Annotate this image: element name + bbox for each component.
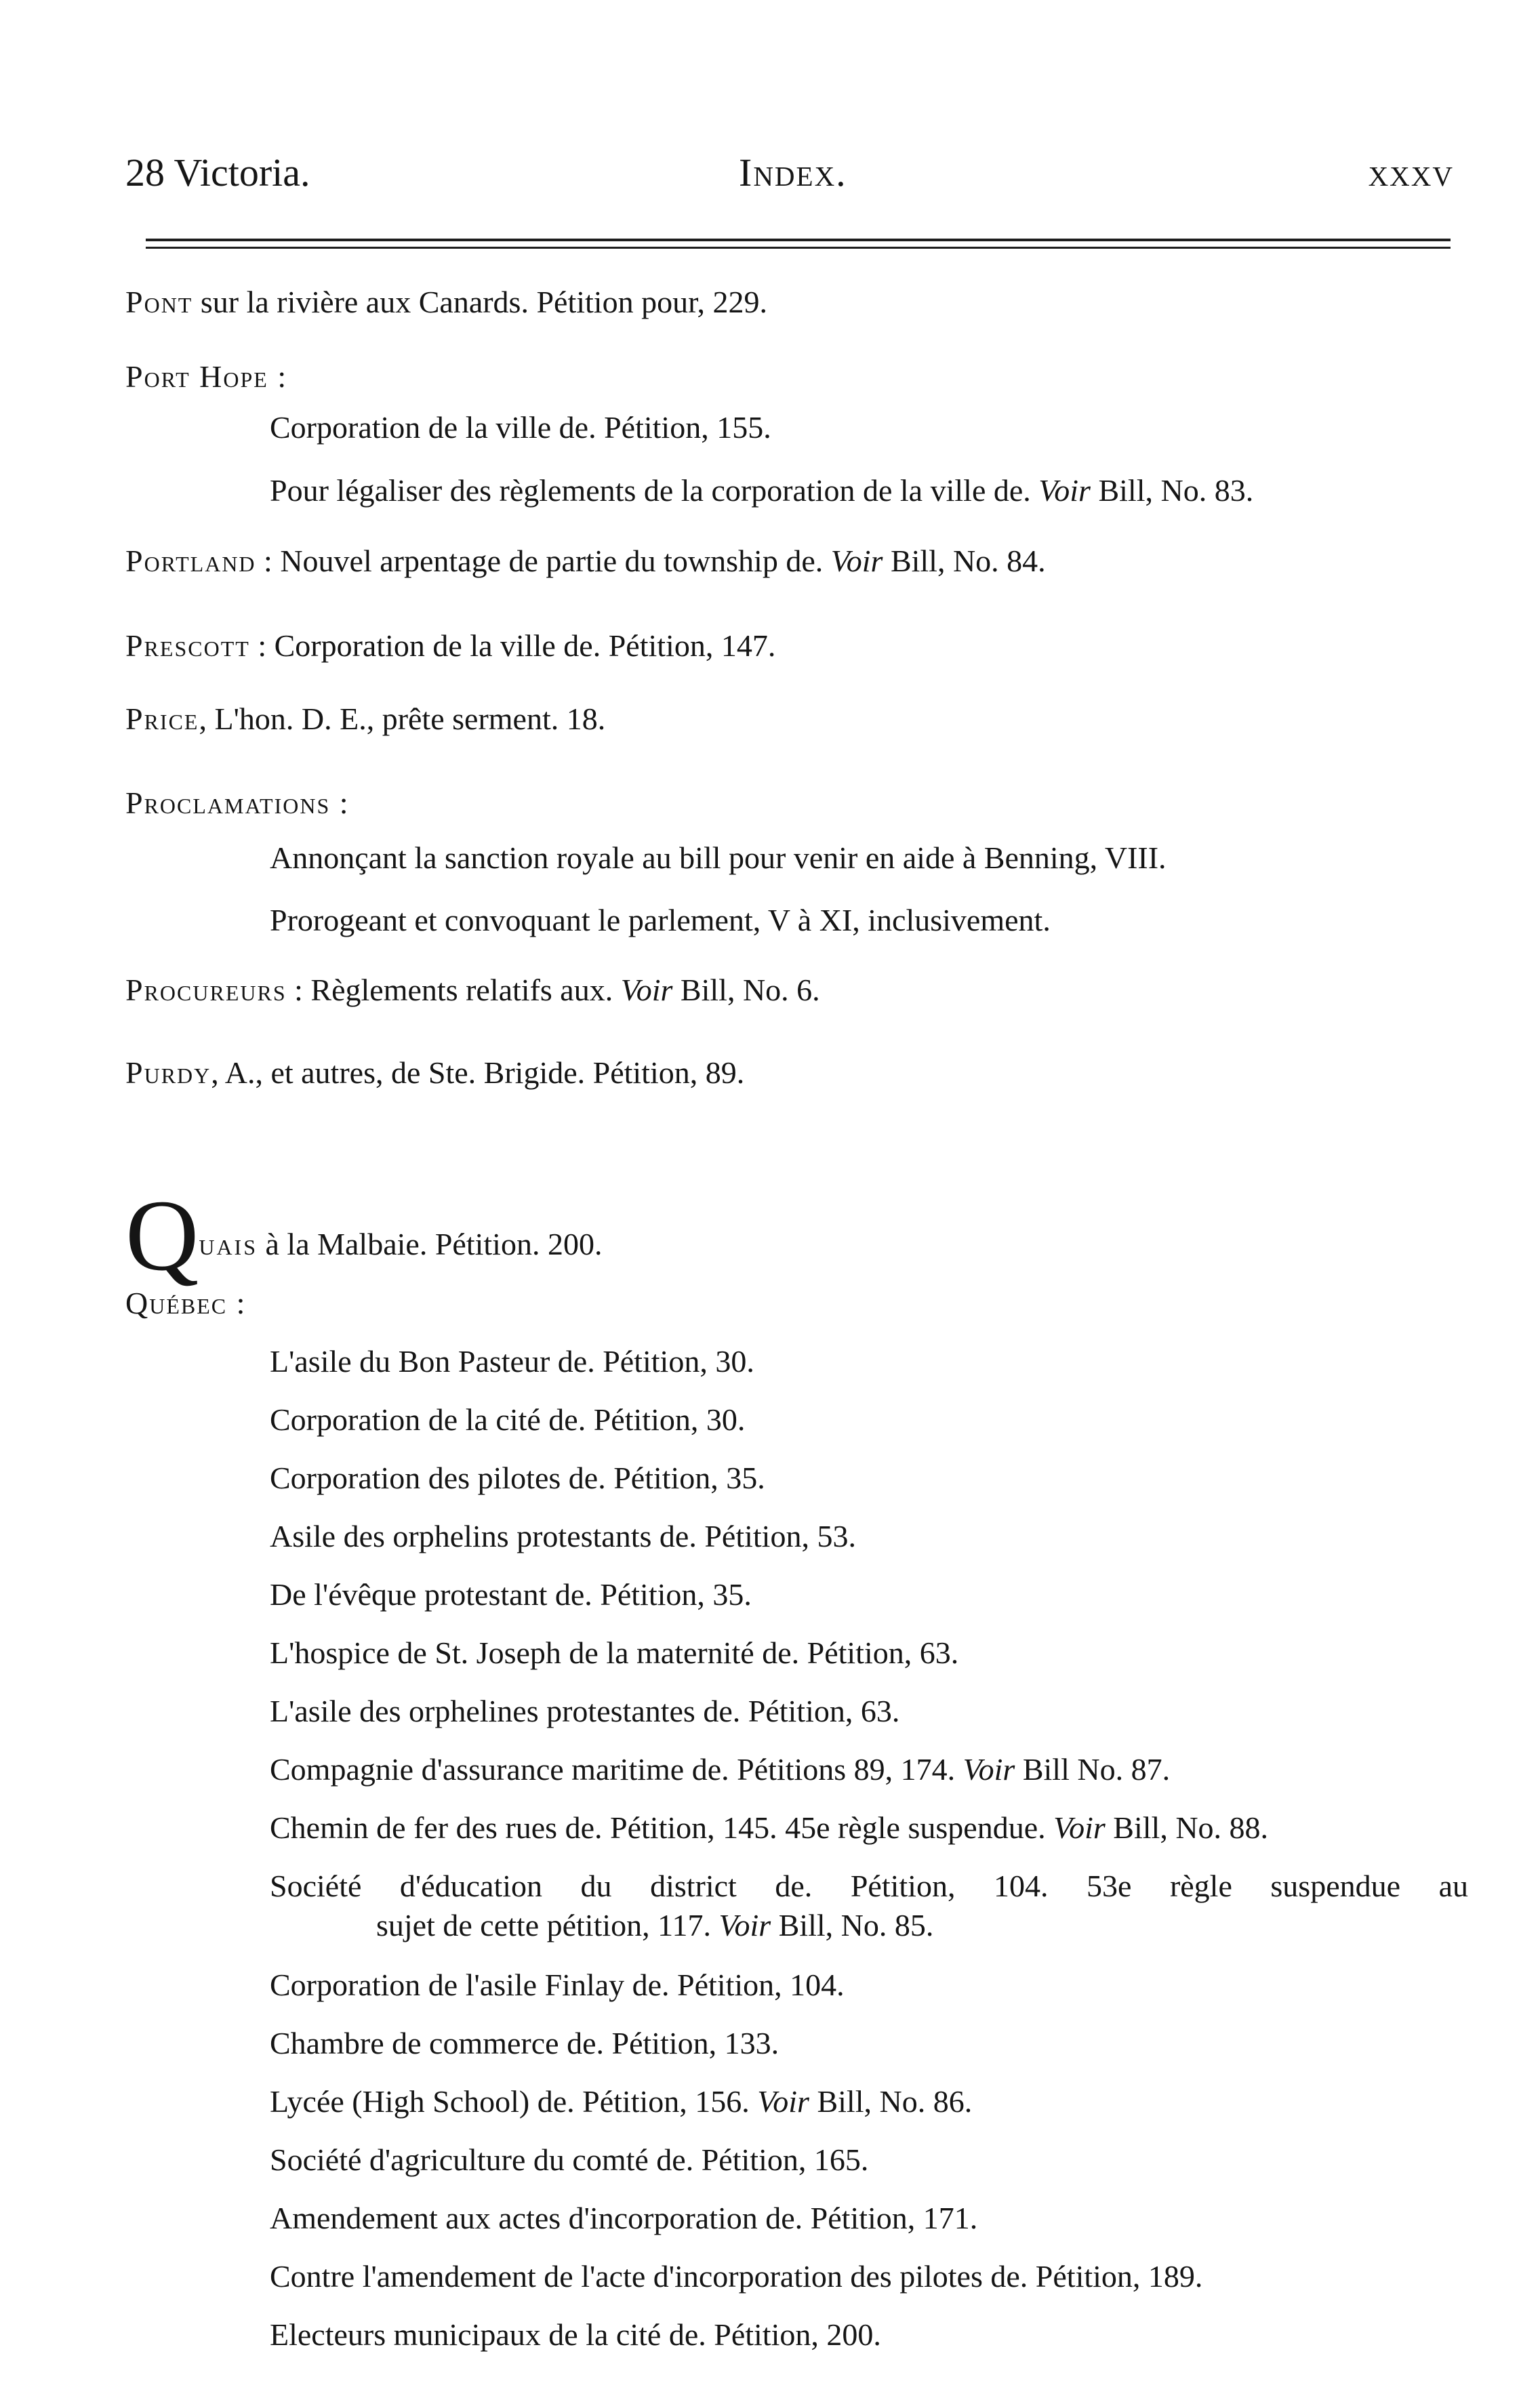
subentry xyxy=(270,1518,856,1555)
entry-quais xyxy=(125,1179,603,1292)
subentry-text: De l'évêque protestant de. Pétition, 35. xyxy=(270,1577,752,1612)
voir-reference: Voir xyxy=(1053,1810,1106,1845)
voir-reference: Voir xyxy=(718,1908,771,1942)
subentry xyxy=(270,2024,779,2062)
subentry xyxy=(270,1692,899,1730)
entry-text: : Nouvel arpentage de partie du township de. xyxy=(256,544,831,578)
subentry xyxy=(270,1401,745,1439)
subentry xyxy=(270,1867,1468,1905)
subentry xyxy=(270,1809,1268,1847)
entry-text: : Corporation de la ville de. Pétition, 147. xyxy=(249,628,776,663)
entry-text: Bill, No. 6. xyxy=(672,973,820,1007)
entry-prescott xyxy=(125,627,775,665)
subentry-text: L'asile des orphelines protestantes de. Pétition, 63. xyxy=(270,1694,900,1728)
entry-text: : Règlements relatifs aux. xyxy=(286,973,621,1007)
subentry-text: Corporation de la ville de. Pétition, 155. xyxy=(270,410,771,445)
entry-text: Bill, No. 84. xyxy=(883,544,1046,578)
subentry xyxy=(270,839,1167,877)
subentry xyxy=(270,472,1253,510)
subentry xyxy=(270,2083,972,2121)
subentry-text: Corporation de la cité de. Pétition, 30. xyxy=(270,1402,746,1437)
entry-heading: Pont xyxy=(125,285,193,319)
entry-quebec xyxy=(125,1284,246,1322)
subentry xyxy=(270,2258,1202,2296)
subentry xyxy=(270,901,1051,939)
entry-text: sur la rivière aux Canards. Pétition pour, 229. xyxy=(192,285,768,319)
drop-cap: Q xyxy=(125,1179,199,1292)
subentry-text: Bill, No. 85. xyxy=(771,1908,934,1942)
entry-heading: Port Hope : xyxy=(125,359,288,394)
subentry-text: Corporation des pilotes de. Pétition, 35. xyxy=(270,1461,765,1495)
header-page-number: xxxv xyxy=(1368,150,1454,195)
entry-heading: Procureurs xyxy=(125,973,287,1007)
subentry xyxy=(270,1634,958,1672)
entry-purdy xyxy=(125,1054,744,1092)
subentry-text: Amendement aux actes d'incorporation de. Pétition, 171. xyxy=(270,2201,978,2235)
subentry xyxy=(270,2316,881,2354)
subentry xyxy=(270,2141,868,2179)
entry-heading: Price xyxy=(125,701,199,736)
subentry-text: L'asile du Bon Pasteur de. Pétition, 30. xyxy=(270,1344,754,1379)
running-header xyxy=(125,146,1454,200)
subentry-text: Prorogeant et convoquant le parlement, V à XI, inclusivement. xyxy=(270,903,1051,937)
subentry-text: sujet de cette pétition, 117. xyxy=(376,1908,719,1942)
subentry-text: Annonçant la sanction royale au bill pour venir en aide à Benning, VIII. xyxy=(270,840,1167,875)
voir-reference: Voir xyxy=(963,1752,1015,1787)
entry-heading: Purdy xyxy=(125,1055,211,1090)
entry-text: , A., et autres, de Ste. Brigide. Pétition, 89. xyxy=(211,1055,745,1090)
subentry-text: Société d'agriculture du comté de. Pétition, 165. xyxy=(270,2142,869,2177)
subentry xyxy=(270,1576,752,1614)
header-volume: 28 Victoria. xyxy=(125,150,310,195)
header-rule-bottom xyxy=(146,247,1451,249)
entry-price xyxy=(125,700,605,738)
subentry-text: Corporation de l'asile Finlay de. Pétition, 104. xyxy=(270,1968,845,2002)
entry-heading: uais xyxy=(199,1227,258,1261)
subentry-text: Bill, No. 83. xyxy=(1090,473,1254,508)
subentry-text: Pour légaliser des règlements de la corporation de la ville de. xyxy=(270,473,1039,508)
entry-heading: Prescott xyxy=(125,628,250,663)
entry-heading: Portland xyxy=(125,544,256,578)
subentry-text: Compagnie d'assurance maritime de. Pétitions 89, 174. xyxy=(270,1752,963,1787)
voir-reference: Voir xyxy=(620,973,673,1007)
subentry xyxy=(270,1459,765,1497)
entry-proclamations xyxy=(125,784,350,822)
subentry-text: Chemin de fer des rues de. Pétition, 145. 45e règle suspendue. xyxy=(270,1810,1054,1845)
entry-pont xyxy=(125,283,767,321)
voir-reference: Voir xyxy=(757,2084,809,2119)
voir-reference: Voir xyxy=(830,544,883,578)
entry-heading: Proclamations : xyxy=(125,786,350,820)
entry-text: à la Malbaie. Pétition. 200. xyxy=(258,1227,603,1261)
subentry-text: Lycée (High School) de. Pétition, 156. xyxy=(270,2084,758,2119)
header-rule-top xyxy=(146,239,1451,241)
subentry-text: L'hospice de St. Joseph de la maternité de. Pétition, 63. xyxy=(270,1635,959,1670)
subentry-text: Contre l'amendement de l'acte d'incorporation des pilotes de. Pétition, 189. xyxy=(270,2259,1203,2294)
subentry-text: Chambre de commerce de. Pétition, 133. xyxy=(270,2026,779,2060)
subentry-text: Bill, No. 88. xyxy=(1105,1810,1269,1845)
header-title: Index. xyxy=(739,150,847,195)
subentry xyxy=(270,409,771,447)
voir-reference: Voir xyxy=(1038,473,1091,508)
subentry xyxy=(270,1966,845,2004)
subentry-continuation xyxy=(376,1907,933,1945)
subentry xyxy=(270,2199,977,2237)
entry-procureurs xyxy=(125,971,820,1009)
entry-text: , L'hon. D. E., prête serment. 18. xyxy=(199,701,606,736)
subentry-text: Société d'éducation du district de. Pétition, 104. 53e règle suspendue au xyxy=(270,1869,1468,1903)
subentry xyxy=(270,1343,754,1381)
subentry-text: Asile des orphelins protestants de. Pétition, 53. xyxy=(270,1519,856,1553)
subentry-text: Electeurs municipaux de la cité de. Pétition, 200. xyxy=(270,2317,881,2352)
subentry-text: Bill, No. 86. xyxy=(809,2084,973,2119)
entry-portland xyxy=(125,542,1046,580)
entry-heading: Québec : xyxy=(125,1286,247,1320)
subentry xyxy=(270,1751,1170,1789)
subentry-text: Bill No. 87. xyxy=(1015,1752,1171,1787)
entry-port-hope xyxy=(125,358,287,396)
